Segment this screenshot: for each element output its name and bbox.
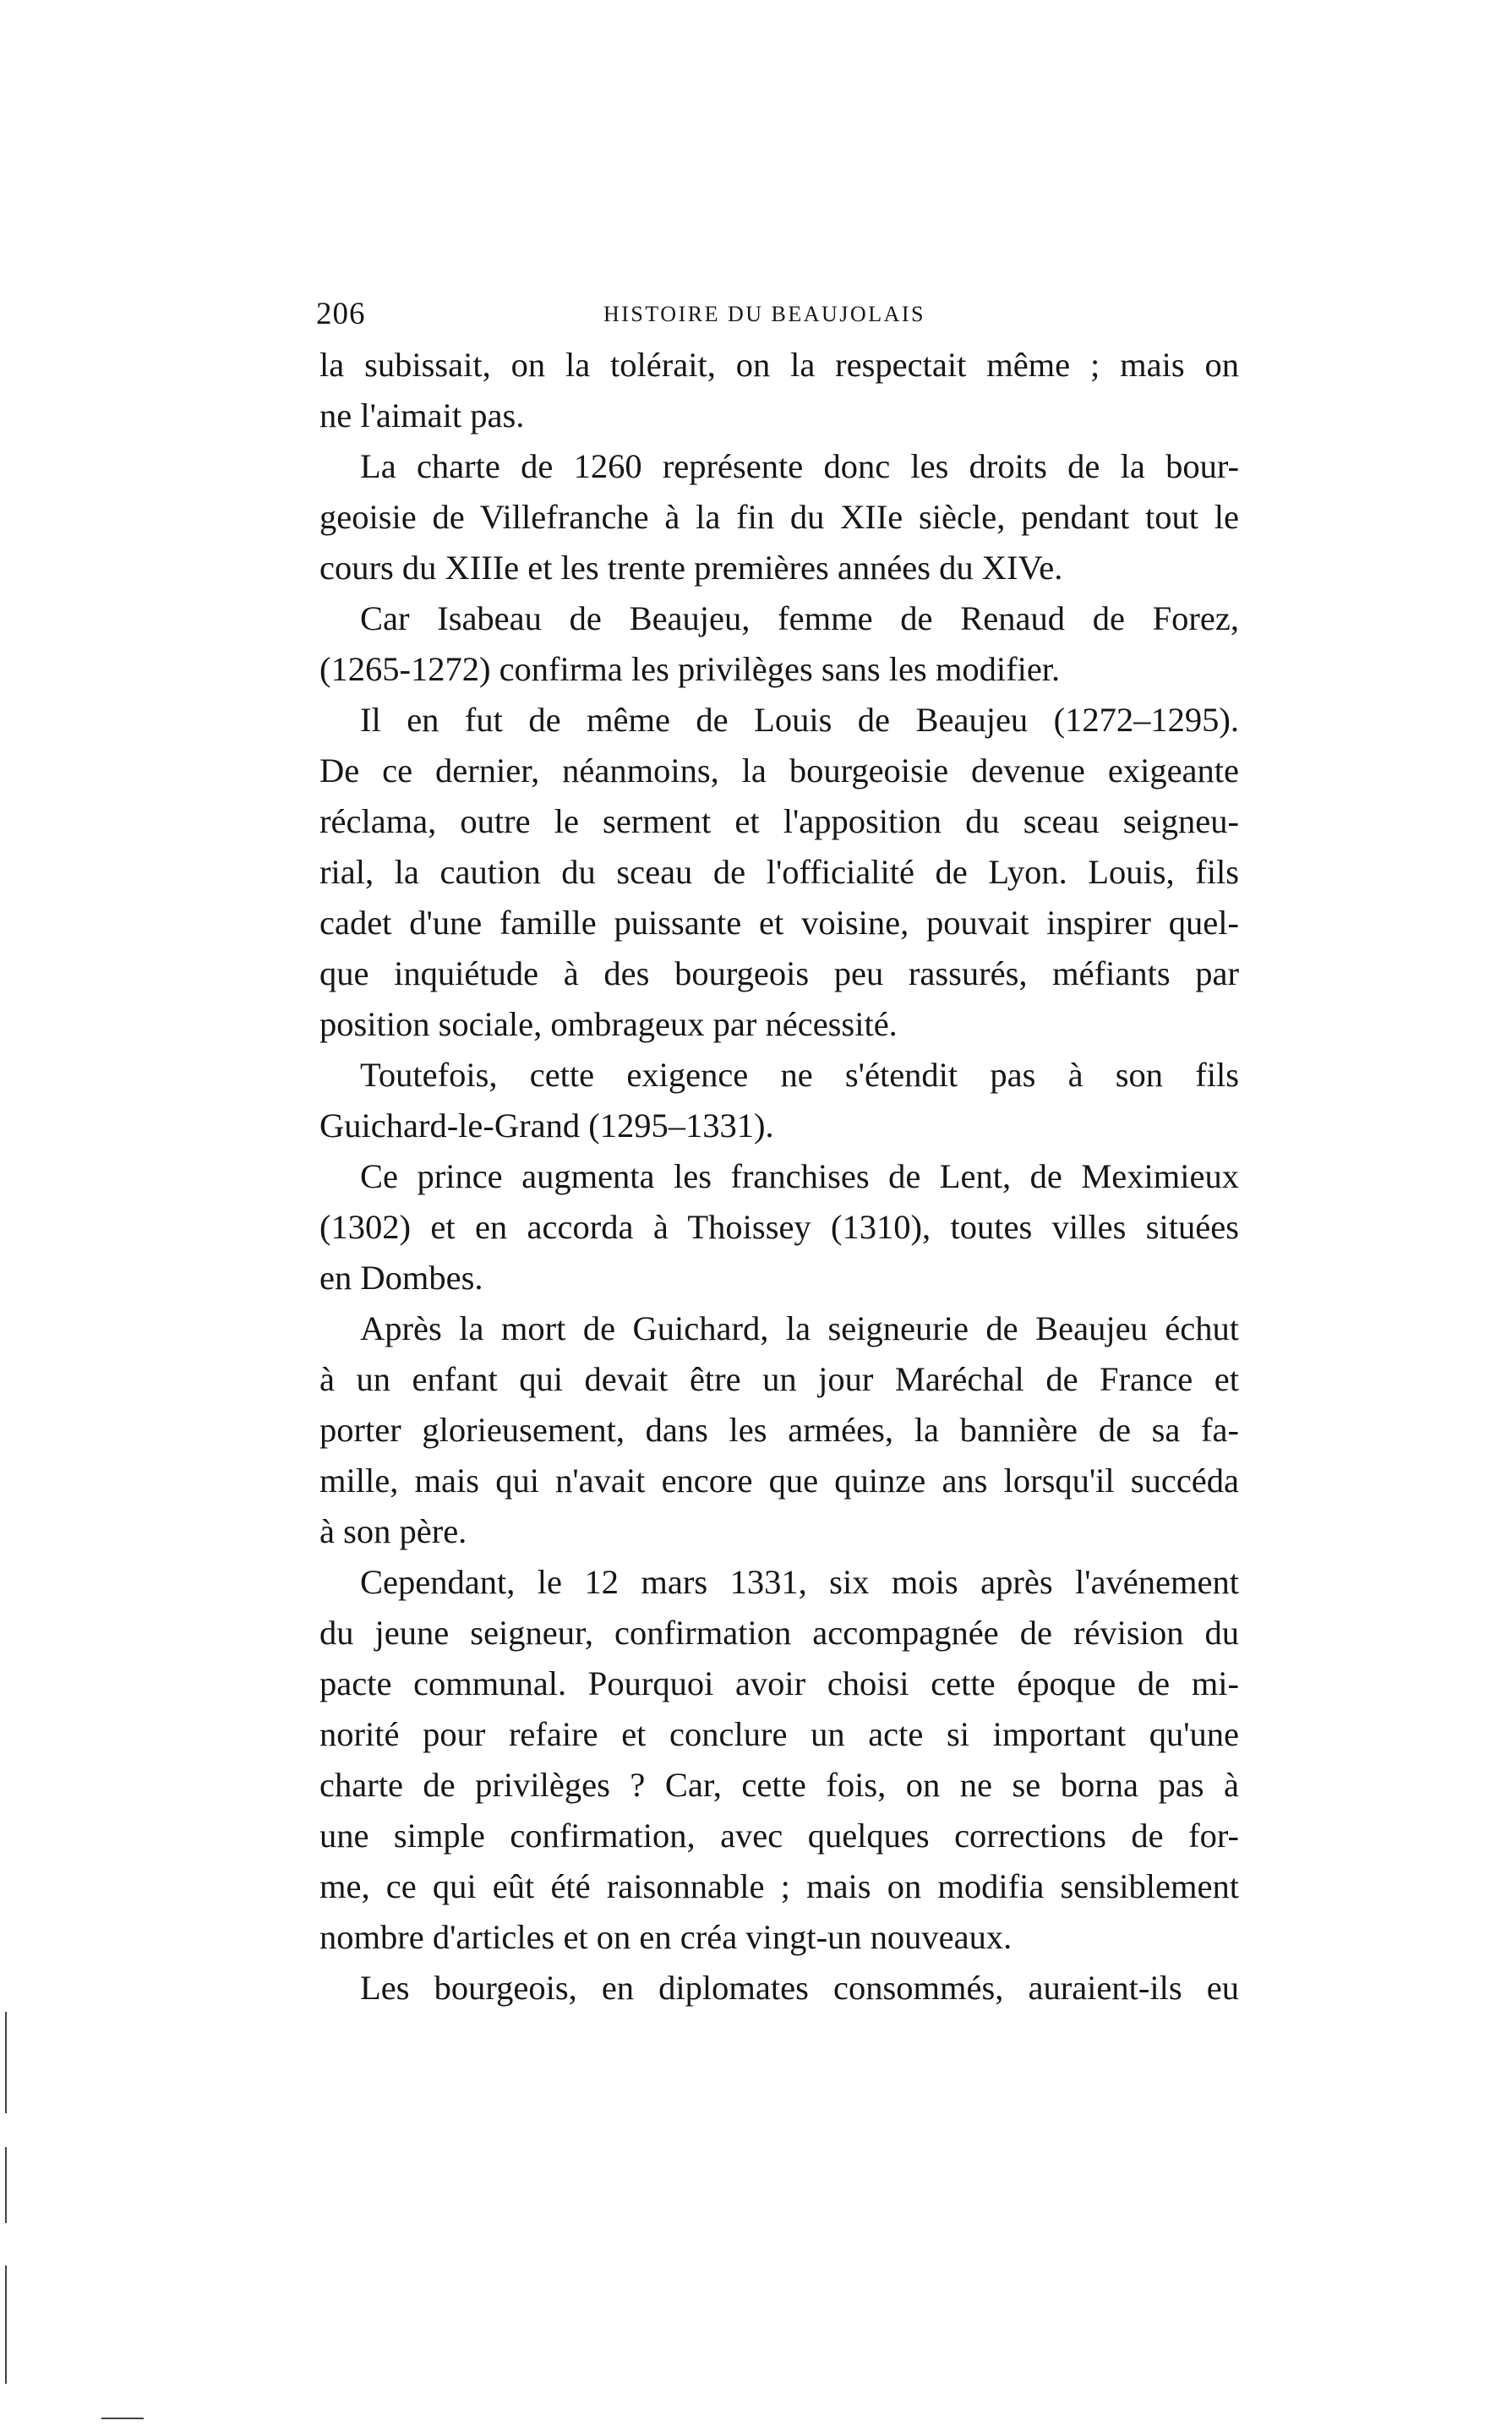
text-line: Cependant, le 12 mars 1331, six mois après l'avénement bbox=[360, 1563, 1239, 1601]
text-line: cadet d'une famille puissante et voisine, pouvait inspirer quel- bbox=[319, 904, 1239, 942]
running-title: HISTOIRE DU BEAUJOLAIS bbox=[603, 302, 925, 326]
text-line: à un enfant qui devait être un jour Maréchal de France et bbox=[319, 1360, 1239, 1398]
text-line: La charte de 1260 représente donc les droits de la bour- bbox=[360, 447, 1239, 485]
scan-bottom-mark bbox=[101, 2418, 144, 2419]
text-line: cours du XIIIe et les trente premières années du XIVe. bbox=[319, 549, 1063, 587]
page-header bbox=[316, 296, 1280, 338]
text-line: mille, mais qui n'avait encore que quinze ans lorsqu'il succéda bbox=[319, 1462, 1239, 1500]
paragraph bbox=[319, 1303, 1239, 1557]
text-line: charte de privilèges ? Car, cette fois, on ne se borna pas à bbox=[319, 1766, 1239, 1804]
paragraph bbox=[319, 695, 1239, 1050]
text-line: me, ce qui eût été raisonnable ; mais on modifia sensiblement bbox=[319, 1867, 1239, 1905]
text-line: la subissait, on la tolérait, on la respectait même ; mais on bbox=[319, 346, 1239, 384]
text-line: norité pour refaire et conclure un acte si important qu'une bbox=[319, 1715, 1239, 1753]
text-line: Car Isabeau de Beaujeu, femme de Renaud de Forez, bbox=[360, 599, 1239, 637]
text-line: (1265-1272) confirma les privilèges sans les modifier. bbox=[319, 650, 1061, 688]
text-line: à son père. bbox=[319, 1512, 467, 1550]
text-line: position sociale, ombrageux par nécessité. bbox=[319, 1005, 898, 1043]
page-number: 206 bbox=[316, 297, 366, 331]
paragraph bbox=[319, 441, 1239, 593]
text-line: que inquiétude à des bourgeois peu rassurés, méfiants par bbox=[319, 954, 1239, 992]
paragraph bbox=[319, 1963, 1239, 2013]
scan-margin-mark bbox=[5, 2012, 7, 2113]
text-line: Après la mort de Guichard, la seigneurie de Beaujeu échut bbox=[360, 1309, 1239, 1347]
scan-margin-mark bbox=[5, 2265, 7, 2384]
text-line: du jeune seigneur, confirmation accompagnée de révision du bbox=[319, 1614, 1239, 1652]
text-line: (1302) et en accorda à Thoissey (1310), toutes villes situées bbox=[319, 1208, 1239, 1246]
text-line: Ce prince augmenta les franchises de Lent, de Meximieux bbox=[360, 1157, 1239, 1195]
paragraph bbox=[319, 340, 1239, 441]
text-line: ne l'aimait pas. bbox=[319, 396, 525, 434]
text-line: porter glorieusement, dans les armées, la bannière de sa fa- bbox=[319, 1411, 1239, 1449]
text-line: réclama, outre le serment et l'apposition du sceau seigneu- bbox=[319, 802, 1239, 840]
paragraph bbox=[319, 1151, 1239, 1303]
paragraph bbox=[319, 593, 1239, 695]
text-line: rial, la caution du sceau de l'officialité de Lyon. Louis, fils bbox=[319, 853, 1239, 891]
text-line: Il en fut de même de Louis de Beaujeu (1272–1295). bbox=[360, 701, 1239, 739]
text-line: une simple confirmation, avec quelques corrections de for- bbox=[319, 1817, 1239, 1855]
text-line: Les bourgeois, en diplomates consommés, auraient-ils eu bbox=[360, 1969, 1239, 2007]
paragraph bbox=[319, 1050, 1239, 1151]
text-line: De ce dernier, néanmoins, la bourgeoisie devenue exigeante bbox=[319, 751, 1239, 790]
text-line: Guichard-le-Grand (1295–1331). bbox=[319, 1106, 774, 1145]
body-text bbox=[319, 340, 1239, 2013]
paragraph bbox=[319, 1557, 1239, 1963]
text-line: pacte communal. Pourquoi avoir choisi cette époque de mi- bbox=[319, 1664, 1239, 1702]
scan-margin-mark bbox=[5, 2147, 7, 2223]
text-line: en Dombes. bbox=[319, 1259, 483, 1297]
text-line: Toutefois, cette exigence ne s'étendit pas à son fils bbox=[360, 1056, 1239, 1094]
text-line: geoisie de Villefranche à la fin du XIIe siècle, pendant tout le bbox=[319, 498, 1239, 536]
text-line: nombre d'articles et on en créa vingt-un nouveaux. bbox=[319, 1918, 1013, 1956]
